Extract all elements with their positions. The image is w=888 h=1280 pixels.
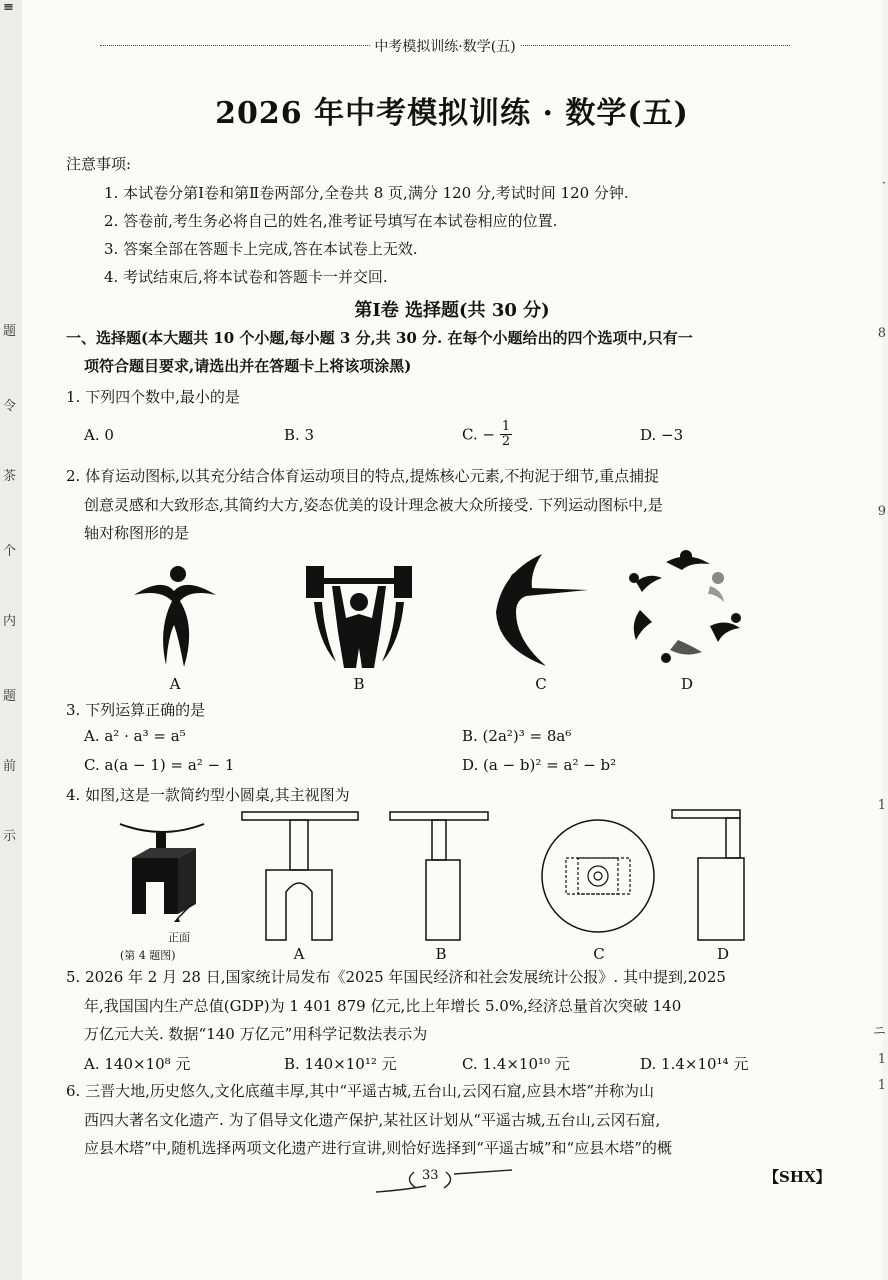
q5-option-a: A. 140×10⁸ 元 bbox=[84, 1055, 191, 1073]
q3-option-b: B. (2a²)³ = 8a⁶ bbox=[462, 727, 572, 745]
q6-stem-line: 西四大著名文化遗产. 为了倡导文化遗产保护,某社区计划从“平遥古城,五台山,云冈石窟, bbox=[84, 1111, 661, 1129]
q1-option-a: A. 0 bbox=[84, 426, 114, 444]
q2-stem-line: 2. 体育运动图标,以其充分结合体育运动项目的特点,提炼核心元素,不拘泥于细节,重点捕捉 bbox=[66, 467, 660, 485]
front-view-label: 正面 bbox=[168, 931, 190, 944]
margin-mark: 内 bbox=[3, 614, 17, 629]
q4-label-d: D bbox=[716, 945, 730, 963]
q3-option-c: C. a(a − 1) = a² − 1 bbox=[84, 756, 235, 774]
fraction bbox=[500, 420, 512, 449]
q1-option-c bbox=[462, 420, 512, 449]
q2-label-a: A bbox=[169, 675, 181, 693]
edge-mark: 8 bbox=[877, 326, 886, 341]
q4-label-c: C bbox=[593, 945, 605, 963]
q1-option-b: B. 3 bbox=[284, 426, 315, 444]
q4-view-a bbox=[240, 812, 360, 942]
sport-icon-a bbox=[132, 565, 218, 670]
margin-mark: 个 bbox=[3, 544, 17, 559]
sport-icon-c bbox=[492, 552, 596, 670]
running-head-text: 中考模拟训练·数学(五) bbox=[370, 39, 519, 55]
q3-option-a: A. a² · a³ = a⁵ bbox=[84, 727, 186, 745]
q6-stem-line: 应县木塔”中,随机选择两项文化遗产进行宣讲,则恰好选择到“平遥古城”和“应县木塔”的概 bbox=[84, 1139, 672, 1157]
edge-mark: 9 bbox=[877, 504, 886, 519]
q2-label-b: B bbox=[353, 675, 365, 693]
q6-stem-line: 6. 三晋大地,历史悠久,文化底蕴丰厚,其中“平遥古城,五台山,云冈石窟,应县木塔”并称为山 bbox=[66, 1082, 655, 1100]
q3-stem: 3. 下列运算正确的是 bbox=[66, 701, 206, 719]
margin-mark: 令 bbox=[3, 399, 17, 414]
edge-mark: · bbox=[881, 176, 886, 191]
notice-item: 1. 本试卷分第Ⅰ卷和第Ⅱ卷两部分,全卷共 8 页,满分 120 分,考试时间 120 分钟. bbox=[104, 184, 629, 202]
margin-mark: 前 bbox=[3, 759, 17, 774]
edge-mark: 1 bbox=[877, 798, 886, 813]
margin-mark: 茶 bbox=[3, 469, 17, 484]
q4-figure-caption: (第 4 题图) bbox=[120, 949, 176, 962]
sport-icon-d bbox=[626, 548, 746, 670]
binding-margin bbox=[0, 0, 23, 1280]
q1-option-c-prefix: C. − bbox=[462, 425, 496, 444]
margin-mark: 题 bbox=[3, 689, 17, 704]
notice-item: 4. 考试结束后,将本试卷和答题卡一并交回. bbox=[104, 268, 388, 286]
margin-mark: 题 bbox=[3, 324, 17, 339]
q2-stem-line: 创意灵感和大致形态,其简约大方,姿态优美的设计理念被大众所接受. 下列运动图标中,是 bbox=[84, 496, 663, 514]
q3-option-d: D. (a − b)² = a² − b² bbox=[462, 756, 617, 774]
q5-option-b: B. 140×10¹² 元 bbox=[284, 1055, 397, 1073]
section-title: 第Ⅰ卷 选择题(共 30 分) bbox=[354, 300, 550, 321]
q5-option-d: D. 1.4×10¹⁴ 元 bbox=[640, 1055, 749, 1073]
page-number-ornament bbox=[374, 1166, 514, 1196]
q5-stem-line: 5. 2026 年 2 月 28 日,国家统计局发布《2025 年国民经济和社会发展统计公报》. 其中提到,2025 bbox=[66, 968, 726, 986]
page-number: 33 bbox=[422, 1168, 439, 1183]
q5-stem-line: 年,我国国内生产总值(GDP)为 1 401 879 亿元,比上年增长 5.0%,经济总量首次突破 140 bbox=[84, 997, 682, 1015]
q2-label-c: C bbox=[535, 675, 547, 693]
q5-stem-line: 万亿元大关. 数据“140 万亿元”用科学记数法表示为 bbox=[84, 1025, 428, 1043]
q4-view-b bbox=[388, 812, 492, 942]
running-head bbox=[100, 36, 790, 54]
edge-mark: 1 bbox=[877, 1078, 886, 1093]
q2-stem-line: 轴对称图形的是 bbox=[84, 524, 190, 542]
q4-view-d bbox=[670, 810, 750, 942]
edge-mark: 1 bbox=[877, 1052, 886, 1067]
q4-view-c bbox=[534, 816, 664, 944]
section-intro-line: 项符合题目要求,请选出并在答题卡上将该项涂黑) bbox=[84, 357, 412, 375]
fraction-numerator: 1 bbox=[501, 419, 511, 434]
section-intro-line: 一、选择题(本大题共 10 个小题,每小题 3 分,共 30 分. 在每个小题给出的四个选项中,只有一 bbox=[66, 329, 693, 347]
notice-item: 2. 答卷前,考生务必将自己的姓名,准考证号填写在本试卷相应的位置. bbox=[104, 212, 558, 230]
fraction-denominator: 2 bbox=[501, 434, 511, 449]
notice-heading: 注意事项: bbox=[66, 155, 132, 173]
table-solid-figure bbox=[112, 818, 212, 928]
margin-mark: ≡ bbox=[3, 0, 14, 15]
q5-option-c: C. 1.4×10¹⁰ 元 bbox=[462, 1055, 570, 1073]
edge-mark: ニ bbox=[872, 1024, 886, 1039]
q4-stem: 4. 如图,这是一款简约型小圆桌,其主视图为 bbox=[66, 786, 350, 804]
margin-mark: 示 bbox=[3, 829, 17, 844]
notice-item: 3. 答案全部在答题卡上完成,答在本试卷上无效. bbox=[104, 240, 418, 258]
q1-option-d: D. −3 bbox=[640, 426, 684, 444]
right-edge-strip bbox=[874, 0, 888, 1280]
exam-page bbox=[22, 0, 882, 1280]
page-title: 2026 年中考模拟训练 · 数学(五) bbox=[215, 96, 689, 131]
q1-stem: 1. 下列四个数中,最小的是 bbox=[66, 388, 240, 406]
q2-label-d: D bbox=[680, 675, 694, 693]
paper-code: 【SHX】 bbox=[764, 1168, 831, 1186]
q4-label-b: B bbox=[435, 945, 447, 963]
q4-label-a: A bbox=[293, 945, 305, 963]
sport-icon-b bbox=[306, 562, 412, 672]
